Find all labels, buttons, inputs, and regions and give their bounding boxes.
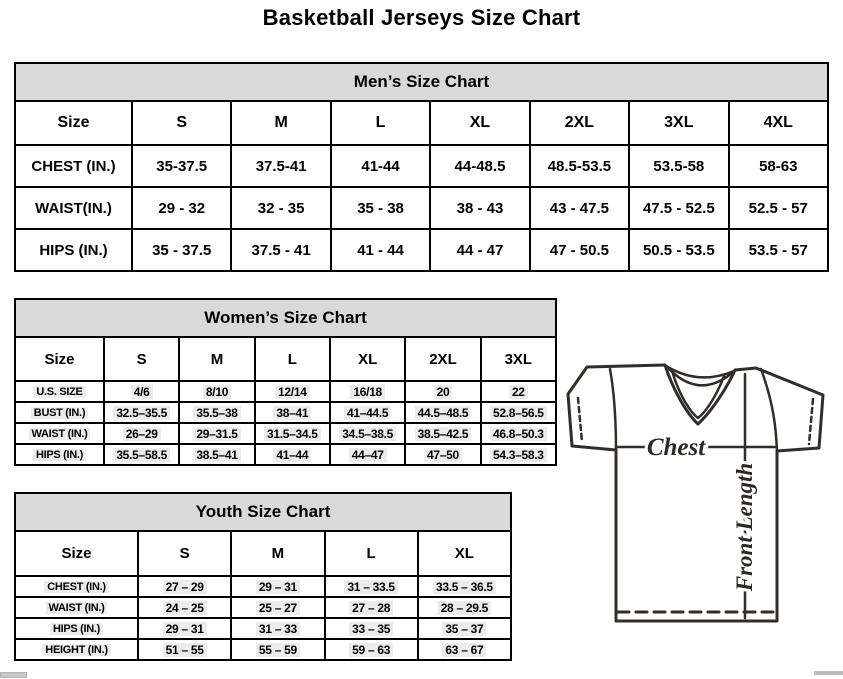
value-cell: 44.5–48.5 [405,402,480,423]
mens-chest-row [15,145,828,187]
value-cell: 27 – 28 [325,597,418,618]
value-cell: 37.5-41 [231,145,330,187]
value-cell: 29 – 31 [138,618,231,639]
value-cell: 50.5 - 53.5 [629,229,728,271]
womens-waist-row [15,423,556,444]
jersey-outline [568,365,823,621]
row-label-cell: CHEST (IN.) [15,145,132,187]
jersey-measurement-diagram [556,362,843,632]
value-cell: 38.5–42.5 [405,423,480,444]
value-cell: 58-63 [729,145,828,187]
value-cell: 41 - 44 [331,229,430,271]
row-label-cell [15,576,138,597]
row-label: CHEST (IN.) [44,581,108,593]
mens-hips-row [15,229,828,271]
value-cell: 31 – 33.5 [325,576,418,597]
size-header-cell: Size [15,101,132,145]
value-cell: 47.5 - 52.5 [629,187,728,229]
scrollbar-fragment-right[interactable] [814,671,843,675]
value-cell: 35.5–58.5 [104,444,179,465]
value-cell: 41-44 [331,145,430,187]
row-label-cell [15,381,104,402]
row-label-cell [15,402,104,423]
womens-us-size-row [15,381,556,402]
size-col-cell: 2XL [530,101,629,145]
value-cell: 44 - 47 [430,229,529,271]
size-col-cell: M [231,531,324,576]
value-cell: 38.5–41 [179,444,254,465]
value-cell: 43 - 47.5 [530,187,629,229]
value-cell: 34.5–38.5 [330,423,405,444]
womens-header-row [15,337,556,381]
value-cell: 26–29 [104,423,179,444]
size-col-cell: 4XL [729,101,828,145]
mens-header-row [15,101,828,145]
value-cell: 37.5 - 41 [231,229,330,271]
value-cell: 46.8–50.3 [481,423,556,444]
value-cell: 52.5 - 57 [729,187,828,229]
row-label-cell [15,444,104,465]
mens-size-table [14,62,829,272]
row-label: HIPS (IN.) [33,449,86,461]
value-cell: 33.5 – 36.5 [418,576,511,597]
value-cell: 47 - 50.5 [530,229,629,271]
value-cell: 59 – 63 [325,639,418,660]
value-cell: 38 - 43 [430,187,529,229]
value-cell: 33 – 35 [325,618,418,639]
value-cell: 44–47 [330,444,405,465]
row-label: HEIGHT (IN.) [42,644,110,656]
size-col-cell: S [132,101,231,145]
page-title: Basketball Jerseys Size Chart [262,5,581,30]
size-col-cell: XL [430,101,529,145]
row-label-cell [15,639,138,660]
size-col-cell: 2XL [405,337,480,381]
value-cell: 41–44 [255,444,330,465]
value-cell: 31.5–34.5 [255,423,330,444]
value-cell: 20 [405,381,480,402]
value-cell: 25 – 27 [231,597,324,618]
womens-hips-row [15,444,556,465]
size-col-cell: L [255,337,330,381]
row-label-cell [15,423,104,444]
youth-header-row [15,531,511,576]
size-col-cell: S [138,531,231,576]
value-cell: 31 – 33 [231,618,324,639]
value-cell: 22 [481,381,556,402]
youth-waist-row [15,597,511,618]
size-col-cell: S [104,337,179,381]
size-header-cell: Size [15,531,138,576]
value-cell: 16/18 [330,381,405,402]
row-label-cell [15,597,138,618]
value-cell: 29 - 32 [132,187,231,229]
size-header-cell: Size [15,337,104,381]
value-cell: 55 – 59 [231,639,324,660]
mens-table-title: Men’s Size Chart [15,63,828,101]
row-label: U.S. SIZE [33,386,85,398]
row-label-cell [15,618,138,639]
front-length-label: Front Length [732,462,757,592]
scrollbar-fragment-left[interactable] [0,672,27,678]
size-col-cell: XL [330,337,405,381]
value-cell: 53.5-58 [629,145,728,187]
value-cell: 4/6 [104,381,179,402]
value-cell: 47–50 [405,444,480,465]
value-cell: 29 – 31 [231,576,324,597]
size-col-cell: 3XL [481,337,556,381]
value-cell: 35 – 37 [418,618,511,639]
youth-hips-row [15,618,511,639]
value-cell: 52.8–56.5 [481,402,556,423]
size-col-cell: L [325,531,418,576]
row-label: BUST (IN.) [31,407,88,419]
value-cell: 35 - 37.5 [132,229,231,271]
value-cell: 32.5–35.5 [104,402,179,423]
row-label: WAIST (IN.) [46,602,108,614]
value-cell: 44-48.5 [430,145,529,187]
value-cell: 54.3–58.3 [481,444,556,465]
size-col-cell: L [331,101,430,145]
value-cell: 27 – 29 [138,576,231,597]
row-label: WAIST (IN.) [29,428,91,440]
value-cell: 35 - 38 [331,187,430,229]
value-cell: 29–31.5 [179,423,254,444]
row-label-cell: WAIST(IN.) [15,187,132,229]
youth-height-row [15,639,511,660]
womens-table-title: Women’s Size Chart [15,299,556,337]
value-cell: 35.5–38 [179,402,254,423]
womens-bust-row [15,402,556,423]
value-cell: 53.5 - 57 [729,229,828,271]
size-col-cell: M [179,337,254,381]
chest-label: Chest [646,434,706,461]
value-cell: 41–44.5 [330,402,405,423]
size-col-cell: M [231,101,330,145]
value-cell: 48.5-53.5 [530,145,629,187]
value-cell: 12/14 [255,381,330,402]
youth-table-title: Youth Size Chart [15,493,511,531]
value-cell: 8/10 [179,381,254,402]
size-col-cell: XL [418,531,511,576]
value-cell: 35-37.5 [132,145,231,187]
mens-waist-row [15,187,828,229]
row-label-cell: HIPS (IN.) [15,229,132,271]
womens-size-table [14,298,557,466]
size-col-cell: 3XL [629,101,728,145]
value-cell: 38–41 [255,402,330,423]
value-cell: 28 – 29.5 [418,597,511,618]
value-cell: 51 – 55 [138,639,231,660]
value-cell: 24 – 25 [138,597,231,618]
youth-size-table [14,492,512,661]
youth-chest-row [15,576,511,597]
value-cell: 32 - 35 [231,187,330,229]
row-label: HIPS (IN.) [50,623,103,635]
value-cell: 63 – 67 [418,639,511,660]
